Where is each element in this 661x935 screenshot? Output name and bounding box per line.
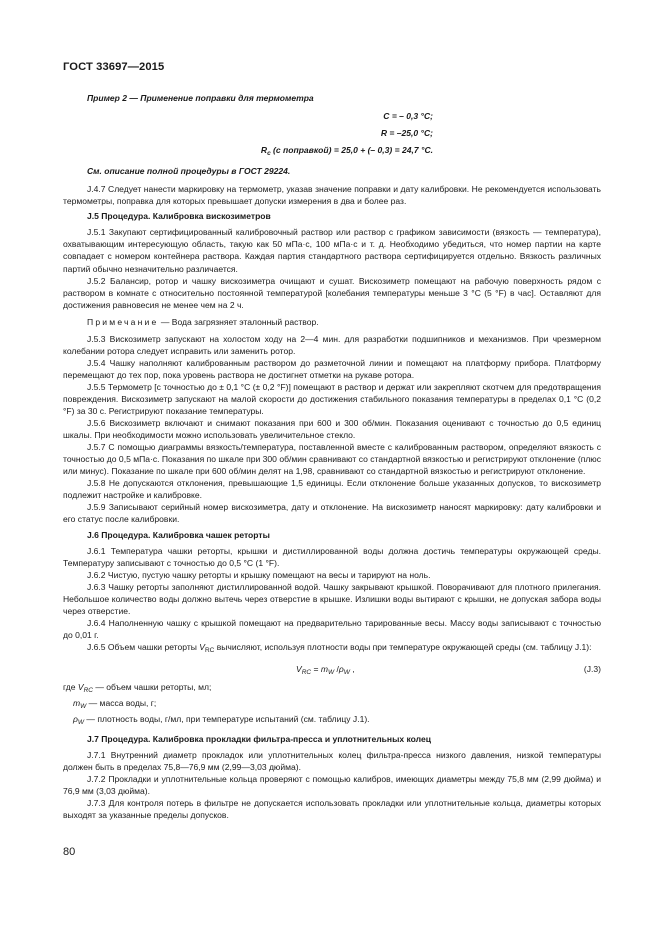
j65-volume-subscript: RC bbox=[204, 646, 215, 654]
document-id-header: ГОСТ 33697—2015 bbox=[63, 61, 165, 73]
eq-lhs: V bbox=[296, 663, 302, 674]
definition-mass bbox=[63, 697, 601, 713]
formula-r: R = –25,0 °С; bbox=[380, 128, 433, 139]
definition-volume bbox=[63, 681, 601, 697]
note bbox=[63, 316, 601, 328]
eq-rho: ρ bbox=[338, 663, 344, 674]
def-m: m bbox=[73, 698, 81, 709]
paragraph-j-5-7: J.5.7 С помощью диаграммы вязкость/температура, поставленной вместе с калиброванным раствором, определяют вязкость с точностью до 0,5 мПа·с. Показания по шкале при 300 об/мин сравнивают со стандартной вязкостью и регистрируют отклонение (плюс или минус). Показание по шкале при 600 об/мин делят на 1,98, сравнивают со стандартной вязкостью и регистрируют отклонение. bbox=[63, 442, 601, 477]
section-title-j5: J.5 Процедура. Калибровка вискозиметров bbox=[87, 211, 271, 222]
paragraph-j-4-7: J.4.7 Следует нанести маркировку на термометр, указав значение поправки и дату калибровки. Не рекомендуется использовать термометры, поправка для которых превышает допуски измерения в два и более раз. bbox=[63, 184, 601, 207]
j65-text-end: вычисляют, используя плотности воды при температуре окружающей среды (см. таблицу J.1): bbox=[214, 641, 592, 652]
equation-body bbox=[296, 663, 355, 679]
def-density-text: — плотность воды, г/мл, при температуре испытаний (см. таблицу J.1). bbox=[84, 714, 370, 725]
def-rho: ρ bbox=[73, 714, 78, 725]
paragraph-j-7-1: J.7.1 Внутренний диаметр прокладок или уплотнительных колец фильтра-пресса низкого давления, низкой температуры должен быть в пределах 75,8—76,9 мм (2,99—3,03 дюйма). bbox=[63, 750, 601, 773]
equation-number: (J.3) bbox=[583, 663, 601, 674]
where-prefix: где bbox=[63, 681, 78, 692]
paragraph-j-6-2: J.6.2 Чистую, пустую чашку реторты и крышку помещают на весы и тарируют на ноль. bbox=[87, 569, 431, 580]
def-mass-symbol bbox=[73, 697, 86, 713]
paragraph-j-7-2: J.7.2 Прокладки и уплотнительные кольца проверяют с помощью калибров, имеющих диаметры между 75,8 мм (2,99 дюйма) и 76,9 мм (3,03 дюйма). bbox=[63, 774, 601, 797]
eq-mass: m bbox=[320, 663, 328, 674]
def-density-symbol bbox=[73, 713, 84, 729]
page-number: 80 bbox=[63, 846, 76, 858]
example-title: Пример 2 — Применение поправки для термометра bbox=[87, 93, 314, 103]
paragraph-j-6-3: J.6.3 Чашку реторты заполняют дистиллированной водой. Чашку закрывают крышкой. Поворачивают для плотного прилегания. Небольшое количество воды должно вытечь через отверстие в крышке. Излишки воды вытирают с крышки, не допуская забора воды через отверстие. bbox=[63, 581, 601, 616]
paragraph-j-5-6: J.5.6 Вискозиметр включают и снимают показания при 600 и 300 об/мин. Показания оценивают с точностью до 0,5 единиц шкалы. При необходимости можно использовать увеличительное стекло. bbox=[63, 418, 601, 441]
formula-c: C = – 0,3 °С; bbox=[383, 111, 433, 122]
paragraph-j-7-3: J.7.3 Для контроля потерь в фильтре не допускается использовать прокладки или уплотнительные кольца, диаметры которых выходят за указанные пределы допусков. bbox=[63, 798, 601, 821]
section-title-j6: J.6 Процедура. Калибровка чашек реторты bbox=[87, 529, 270, 540]
eq-mass-sub: W bbox=[327, 668, 335, 676]
section-title-j7: J.7 Процедура. Калибровка прокладки фильтра-пресса и уплотнительных колец bbox=[87, 734, 431, 745]
paragraph-j-5-3: J.5.3 Вискозиметр запускают на холостом ходу на 2—4 мин. для разработки подшипников и механизмов. При чрезмерном колебании ротора следует исправить или заменить ротор. bbox=[63, 333, 601, 356]
note-text: — Вода загрязняет эталонный раствор. bbox=[158, 316, 319, 327]
j65-text-start: J.6.5 Объем чашки реторты bbox=[87, 641, 200, 652]
def-volume-text: — объем чашки реторты, мл; bbox=[92, 681, 212, 692]
paragraph-j-6-4: J.6.4 Наполненную чашку с крышкой помещают на предварительно тарированные весы. Массу воды записывают с точностью до 0,01 г. bbox=[63, 617, 601, 640]
eq-lhs-sub: RC bbox=[301, 668, 312, 676]
def-mass-text: — масса воды, г; bbox=[86, 698, 157, 709]
eq-slash: / bbox=[334, 663, 339, 674]
j65-volume-symbol: V bbox=[199, 641, 205, 652]
rc-subscript: c bbox=[267, 150, 271, 158]
def-v-sub: RC bbox=[83, 686, 93, 694]
formula-rc bbox=[63, 144, 601, 160]
equation-j3 bbox=[63, 663, 601, 676]
paragraph-j-5-4: J.5.4 Чашку наполняют калиброванным раствором до разметочной линии и помещают на платформу прибора. Платформу перемещают до тех пор, пока уровень раствора не достигнет отметки на рукаве ротора. bbox=[63, 357, 601, 380]
eq-rho-sub: W bbox=[343, 668, 350, 676]
paragraph-j-6-5 bbox=[63, 641, 601, 657]
note-label: Примечание bbox=[87, 316, 159, 327]
rc-symbol: R bbox=[260, 145, 268, 156]
def-volume-symbol bbox=[78, 681, 93, 697]
def-rho-sub: W bbox=[77, 719, 85, 727]
paragraph-j-5-8: J.5.8 Не допускаются отклонения, превышающие 1,5 единицы. Если отклонение больше указанных допусков, то вискозиметр подлежит настройке и калибровке. bbox=[63, 478, 601, 501]
definition-density bbox=[63, 713, 601, 729]
paragraph-j-6-1: J.6.1 Температура чашки реторты, крышки и дистиллированной воды должна достичь температуры окружающей среды. Температуру записывают с точностью до 0,5 °С (1 °F). bbox=[63, 545, 601, 568]
page-body bbox=[63, 92, 601, 821]
rc-expression: (с поправкой) = 25,0 + (– 0,3) = 24,7 °С. bbox=[270, 145, 433, 156]
def-v: V bbox=[77, 681, 84, 692]
paragraph-j-5-1: J.5.1 Закупают сертифицированный калибровочный раствор или раствор с графиком зависимости (вязкость — температура), охватывающим интересующую область, такую как 50 мПа·с, 100 мПа·с и т. д. Необходимо убедиться, что номер партии на карте совпадает с номером контейнера раствора. Каждая партия стандартного раствора сертифицируется отдельно. Вязкость различных партий обычно незначительно различается. bbox=[63, 227, 601, 274]
paragraph-j-5-9: J.5.9 Записывают серийный номер вискозиметра, дату и отклонение. На вискозиметр наносят маркировку: дату калибровки и его статус после калибровки. bbox=[63, 502, 601, 525]
eq-sign: = bbox=[311, 663, 321, 674]
def-m-sub: W bbox=[80, 703, 87, 711]
paragraph-j-5-2: J.5.2 Балансир, ротор и чашку вискозиметра очищают и сушат. Вискозиметр помещают на рабочую поверхность рядом с раствором в комнате с относительно постоянной температурой [колебания температуры меньше 3 °С (5 °F) в час]. Оставляют для достижения равновесия не менее чем на 2 ч. bbox=[63, 275, 601, 310]
paragraph-j-5-5: J.5.5 Термометр [с точностью до ± 0,1 °С (± 0,2 °F)] помещают в раствор и держат или закрепляют скотчем для предотвращения повреждения. Вискозиметр запускают на малой скорости до достижения стабильного показания температуры в пределах 0,1 °С (0,2 °F) за 30 с. Регистрируют показание температуры. bbox=[63, 381, 601, 417]
procedure-reference: См. описание полной процедуры в ГОСТ 29224. bbox=[87, 166, 291, 177]
eq-tail: , bbox=[349, 663, 355, 674]
